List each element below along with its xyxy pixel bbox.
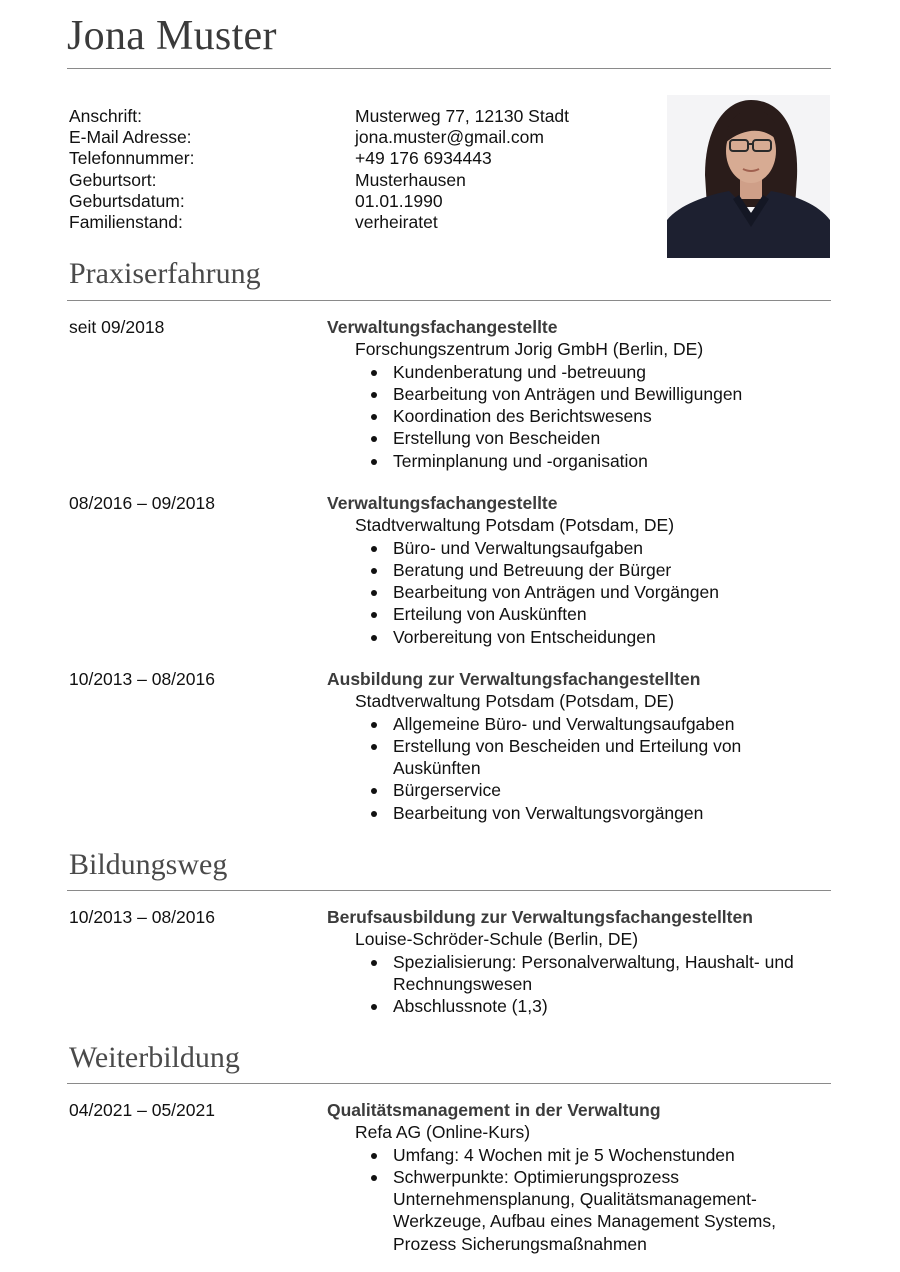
entry-date: 08/2016 – 09/2018 bbox=[69, 493, 215, 513]
bullet-item: Erteilung von Auskünften bbox=[393, 603, 829, 625]
experience-entry bbox=[69, 316, 829, 472]
section-title-training: Weiterbildung bbox=[69, 1041, 240, 1074]
bullet-item: Büro- und Verwaltungsaufgaben bbox=[393, 537, 829, 559]
entry-date: 10/2013 – 08/2016 bbox=[69, 907, 215, 927]
section-title-education: Bildungsweg bbox=[69, 848, 228, 881]
bullet-item: Bearbeitung von Anträgen und Bewilligungen bbox=[393, 383, 829, 405]
personal-row bbox=[69, 212, 569, 233]
bullet-item: Bearbeitung von Verwaltungsvorgängen bbox=[393, 802, 829, 824]
bullet-item: Bearbeitung von Anträgen und Vorgängen bbox=[393, 581, 829, 603]
entry-date: 04/2021 – 05/2021 bbox=[69, 1100, 215, 1120]
phone-label: Telefonnummer: bbox=[69, 148, 195, 169]
entry-bullets bbox=[327, 713, 829, 824]
entry-role: Ausbildung zur Verwaltungsfachangestellten bbox=[327, 669, 701, 689]
experience-entry bbox=[69, 668, 829, 824]
entry-bullets bbox=[327, 361, 829, 472]
personal-row bbox=[69, 191, 569, 212]
entry-date: seit 09/2018 bbox=[69, 317, 165, 337]
marital-status-label: Familienstand: bbox=[69, 212, 183, 233]
address-label: Anschrift: bbox=[69, 106, 142, 126]
personal-row bbox=[69, 127, 569, 148]
section-divider bbox=[67, 300, 831, 301]
section-divider bbox=[67, 890, 831, 891]
entry-organization: Louise-Schröder-Schule (Berlin, DE) bbox=[355, 929, 639, 950]
entry-bullets bbox=[327, 951, 829, 1018]
profile-photo bbox=[667, 95, 830, 258]
personal-row bbox=[69, 148, 569, 169]
address-value: Musterweg 77, 12130 Stadt bbox=[355, 106, 570, 126]
section-title-experience: Praxiserfahrung bbox=[69, 257, 261, 290]
entry-bullets bbox=[327, 1144, 829, 1255]
bullet-item: Schwerpunkte: Optimierungsprozess Unternehmensplanung, Qualitätsmanagement-Werkzeuge, Aufbau eines Management Systems, Prozess Sicherungsmaßnahmen bbox=[393, 1166, 803, 1255]
entry-role: Verwaltungsfachangestellte bbox=[327, 317, 558, 337]
bullet-item: Erstellung von Bescheiden bbox=[393, 427, 829, 449]
email-label: E-Mail Adresse: bbox=[69, 127, 192, 148]
entry-bullets bbox=[327, 537, 829, 648]
birthdate-value: 01.01.1990 bbox=[355, 190, 443, 211]
header-divider bbox=[67, 68, 831, 69]
bullet-item: Spezialisierung: Personalverwaltung, Haushalt- und Rechnungswesen bbox=[393, 951, 823, 996]
entry-role: Berufsausbildung zur Verwaltungsfachangestellten bbox=[327, 907, 753, 927]
entry-organization: Stadtverwaltung Potsdam (Potsdam, DE) bbox=[355, 515, 675, 536]
bullet-item: Erstellung von Bescheiden und Erteilung von Auskünften bbox=[393, 735, 773, 780]
experience-entry bbox=[69, 492, 829, 648]
cv-name: Jona Muster bbox=[67, 13, 277, 59]
entry-organization: Forschungszentrum Jorig GmbH (Berlin, DE) bbox=[355, 339, 704, 360]
bullet-item: Allgemeine Büro- und Verwaltungsaufgaben bbox=[393, 713, 829, 735]
bullet-item: Umfang: 4 Wochen mit je 5 Wochenstunden bbox=[393, 1144, 829, 1166]
personal-row bbox=[69, 170, 569, 191]
birthplace-value: Musterhausen bbox=[355, 169, 466, 190]
birthdate-label: Geburtsdatum: bbox=[69, 190, 185, 211]
marital-status-value: verheiratet bbox=[355, 212, 438, 233]
bullet-item: Beratung und Betreuung der Bürger bbox=[393, 559, 829, 581]
entry-role: Verwaltungsfachangestellte bbox=[327, 493, 558, 513]
training-entry bbox=[69, 1099, 829, 1255]
bullet-item: Kundenberatung und -betreuung bbox=[393, 361, 829, 383]
education-entry bbox=[69, 906, 829, 1017]
personal-row bbox=[69, 106, 569, 127]
section-divider bbox=[67, 1083, 831, 1084]
bullet-item: Vorbereitung von Entscheidungen bbox=[393, 626, 829, 648]
bullet-item: Koordination des Berichtswesens bbox=[393, 405, 829, 427]
bullet-item: Abschlussnote (1,3) bbox=[393, 995, 829, 1017]
entry-role: Qualitätsmanagement in der Verwaltung bbox=[327, 1100, 661, 1120]
entry-organization: Stadtverwaltung Potsdam (Potsdam, DE) bbox=[355, 691, 675, 712]
entry-date: 10/2013 – 08/2016 bbox=[69, 669, 215, 689]
personal-details bbox=[69, 106, 569, 233]
birthplace-label: Geburtsort: bbox=[69, 169, 157, 190]
email-value: jona.muster@gmail.com bbox=[355, 127, 544, 148]
phone-value: +49 176 6934443 bbox=[355, 148, 492, 169]
bullet-item: Bürgerservice bbox=[393, 779, 829, 801]
bullet-item: Terminplanung und -organisation bbox=[393, 450, 829, 472]
entry-organization: Refa AG (Online-Kurs) bbox=[355, 1122, 531, 1143]
